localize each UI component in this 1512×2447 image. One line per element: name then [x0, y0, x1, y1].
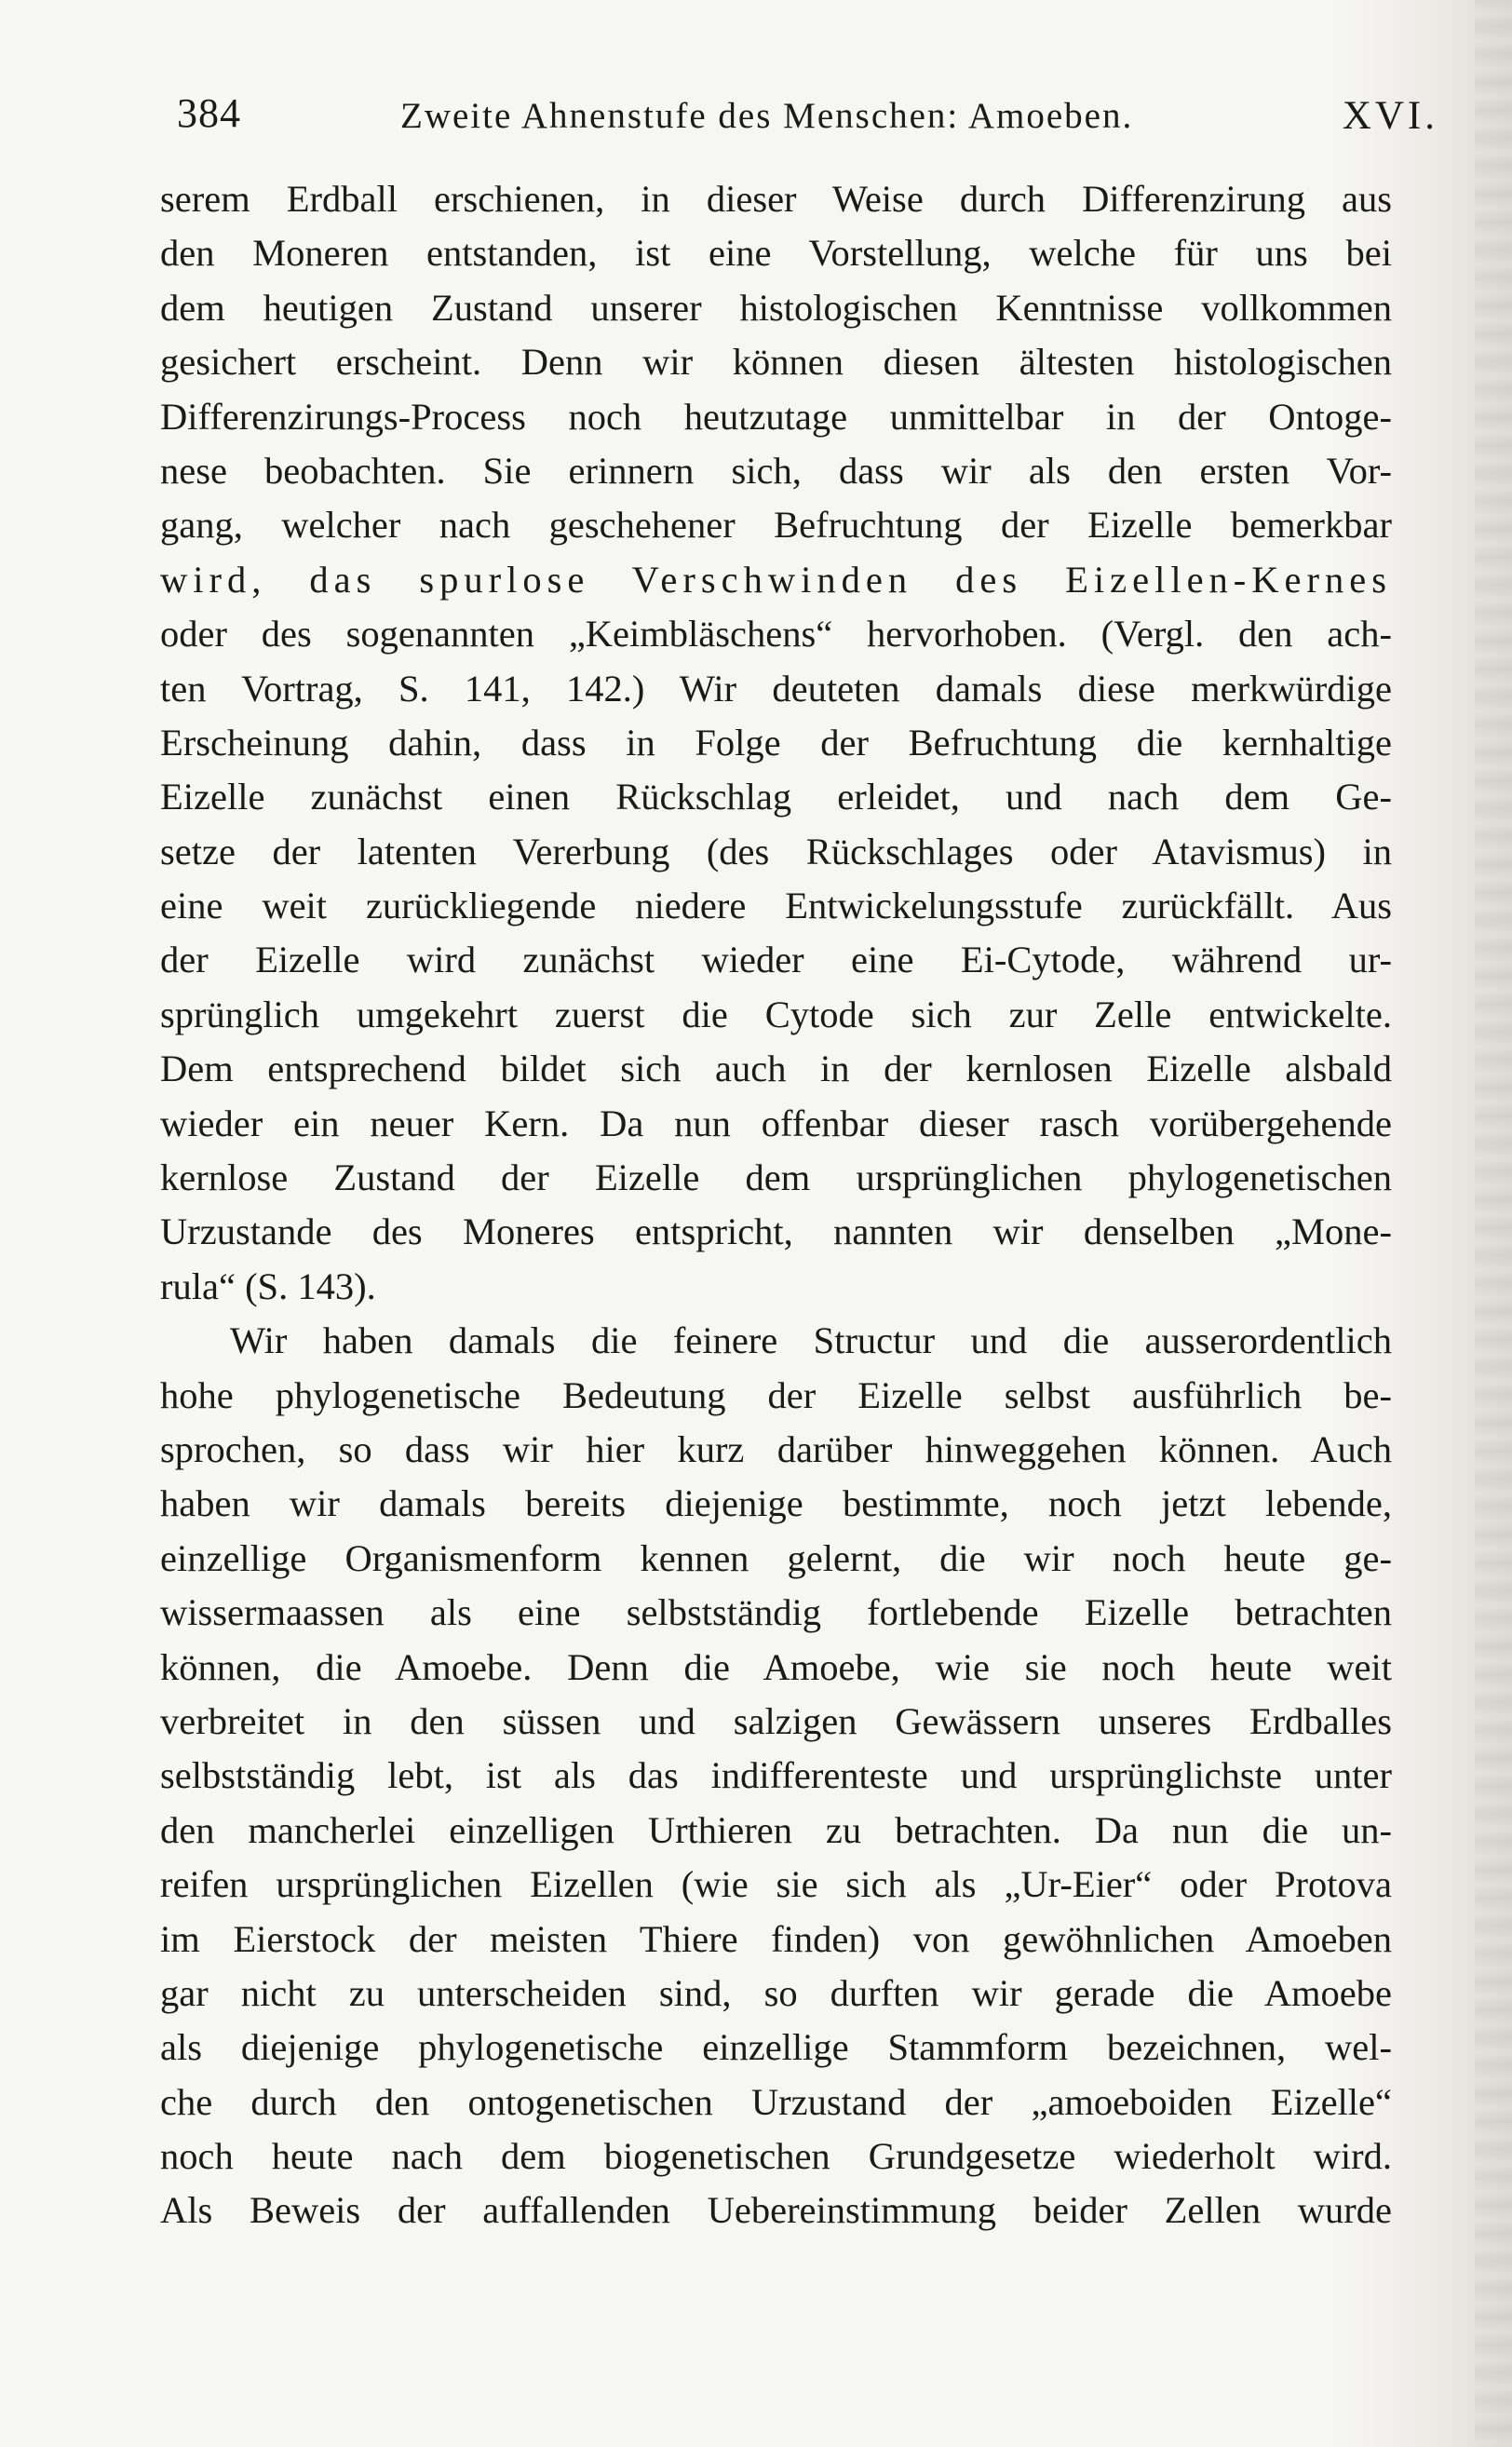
paragraph-start-line: Wir haben damals die feinere Structur und die ausserordentlich: [230, 1319, 1392, 1362]
text-line: reifen ursprünglichen Eizellen (wie sie sich als „Ur-Eier“ oder Protova: [160, 1863, 1392, 1906]
text-line: gesichert erscheint. Denn wir können diesen ältesten histologischen: [160, 341, 1392, 384]
text-line: wissermaassen als eine selbstständig fortlebende Eizelle betrachten: [160, 1591, 1392, 1634]
text-line: Urzustande des Moneres entspricht, nannten wir denselben „Mone-: [160, 1210, 1392, 1253]
text-line: ten Vortrag, S. 141, 142.) Wir deuteten damals diese merkwürdige: [160, 667, 1392, 710]
text-line: selbstständig lebt, ist als das indifferenteste und ursprünglichste unter: [160, 1754, 1392, 1797]
page-number: 384: [177, 90, 241, 136]
page-header: [177, 89, 1438, 145]
page-edge-shadow: [1475, 0, 1512, 2447]
text-line: können, die Amoebe. Denn die Amoebe, wie sie noch heute weit: [160, 1645, 1392, 1688]
text-line: Differenzirungs-Process noch heutzutage unmittelbar in der Ontoge-: [160, 395, 1392, 438]
text-line: Erscheinung dahin, dass in Folge der Befruchtung die kernhaltige: [160, 721, 1392, 764]
text-line: wieder ein neuer Kern. Da nun offenbar dieser rasch vorübergehende: [160, 1102, 1392, 1144]
text-line: verbreitet in den süssen und salzigen Gewässern unseres Erdballes: [160, 1699, 1392, 1742]
text-line: haben wir damals bereits diejenige bestimmte, noch jetzt lebende,: [160, 1482, 1392, 1525]
text-line: der Eizelle wird zunächst wieder eine Ei-Cytode, während ur-: [160, 939, 1392, 981]
text-line: dem heutigen Zustand unserer histologischen Kenntnisse vollkommen: [160, 286, 1392, 329]
chapter-number: XVI.: [1342, 94, 1438, 138]
text-line: gang, welcher nach geschehener Befruchtung der Eizelle bemerkbar: [160, 504, 1392, 547]
text-line: kernlose Zustand der Eizelle dem ursprünglichen phylogenetischen: [160, 1156, 1392, 1199]
text-line: sprünglich umgekehrt zuerst die Cytode sich zur Zelle entwickelte.: [160, 993, 1392, 1035]
text-line: als diejenige phylogenetische einzellige Stammform bezeichnen, wel-: [160, 2026, 1392, 2069]
text-line: Eizelle zunächst einen Rückschlag erleidet, und nach dem Ge-: [160, 776, 1392, 818]
text-line: serem Erdball erschienen, in dieser Weise durch Differenzirung aus: [160, 178, 1392, 220]
text-line: Als Beweis der auffallenden Uebereinstimmung beider Zellen wurde: [160, 2189, 1392, 2232]
text-line: den Moneren entstanden, ist eine Vorstellung, welche für uns bei: [160, 232, 1392, 275]
text-line: setze der latenten Vererbung (des Rückschlages oder Atavismus) in: [160, 830, 1392, 872]
text-line: den mancherlei einzelligen Urthieren zu betrachten. Da nun die un-: [160, 1808, 1392, 1851]
paragraph-end-line: rula“ (S. 143).: [160, 1264, 376, 1307]
text-line: im Eierstock der meisten Thiere finden) von gewöhnlichen Amoeben: [160, 1917, 1392, 1960]
text-line: hohe phylogenetische Bedeutung der Eizelle selbst ausführlich be-: [160, 1373, 1392, 1416]
text-line: noch heute nach dem biogenetischen Grundgesetze wiederholt wird.: [160, 2135, 1392, 2178]
text-line: sprochen, so dass wir hier kurz darüber hinweggehen können. Auch: [160, 1427, 1392, 1470]
text-line: wird, das spurlose Verschwinden des Eizellen-Kernes: [160, 558, 1392, 601]
text-line: eine weit zurückliegende niedere Entwickelungsstufe zurückfällt. Aus: [160, 885, 1392, 927]
body-text: [160, 172, 1392, 2238]
text-line: nese beobachten. Sie erinnern sich, dass wir als den ersten Vor-: [160, 449, 1392, 492]
running-head: Zweite Ahnenstufe des Menschen: Amoeben.: [400, 96, 1134, 136]
text-line: Dem entsprechend bildet sich auch in der kernlosen Eizelle alsbald: [160, 1048, 1392, 1090]
text-line: che durch den ontogenetischen Urzustand der „amoeboiden Eizelle“: [160, 2080, 1392, 2123]
text-line: gar nicht zu unterscheiden sind, so durften wir gerade die Amoebe: [160, 1971, 1392, 2014]
text-line: oder des sogenannten „Keimbläschens“ hervorhoben. (Vergl. den ach-: [160, 613, 1392, 656]
text-line: einzellige Organismenform kennen gelernt, die wir noch heute ge-: [160, 1536, 1392, 1579]
